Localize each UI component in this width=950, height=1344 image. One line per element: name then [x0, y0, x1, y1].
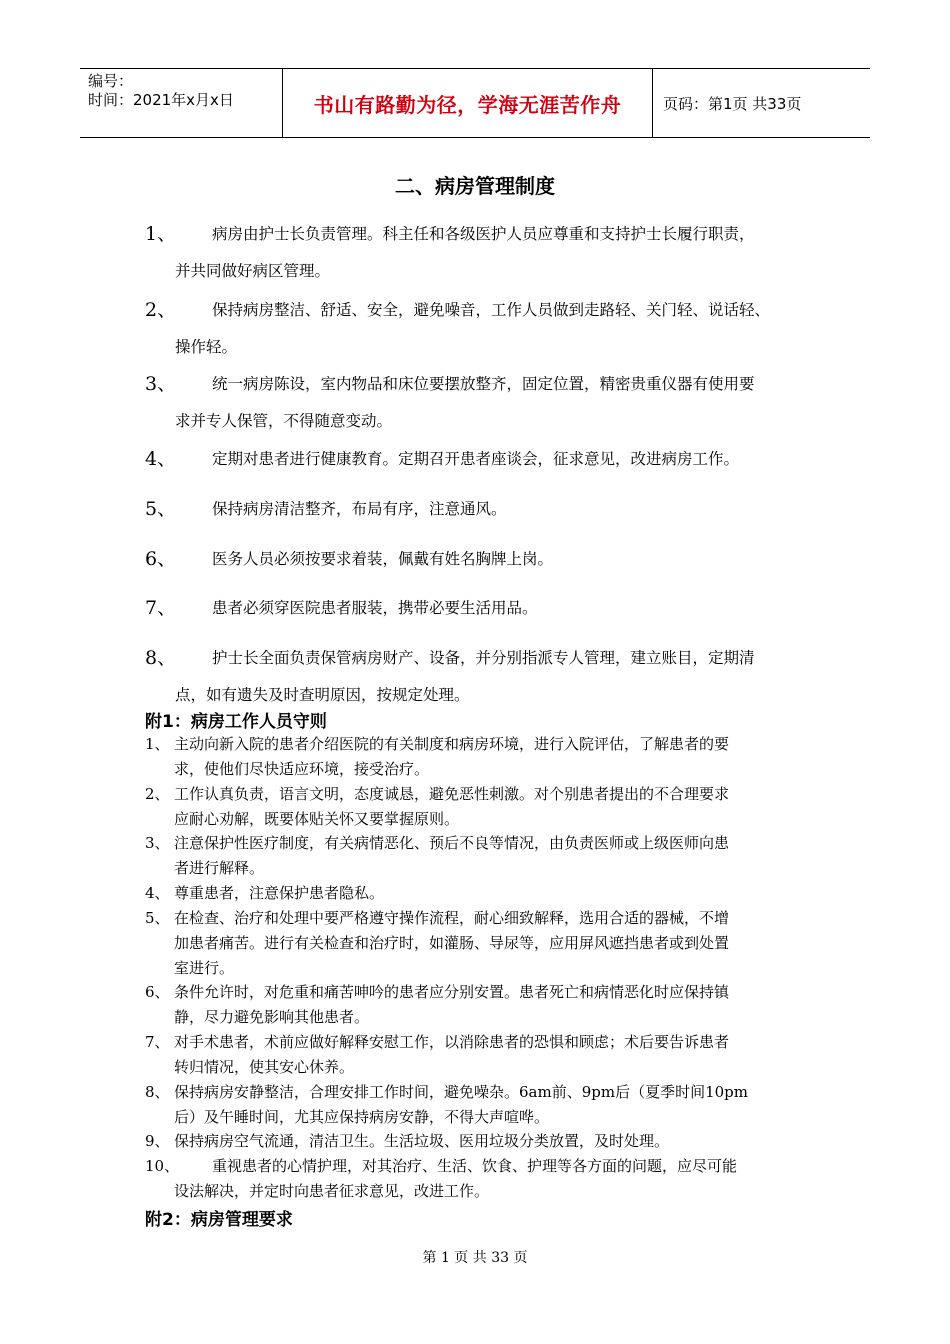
list-item [145, 1154, 825, 1204]
item-text: 对手术患者，术前应做好解释安慰工作，以消除患者的恐惧和顾虑；术后要告诉患者 [174, 1033, 730, 1051]
list-item [145, 1129, 825, 1154]
item-number: 6、 [145, 983, 170, 1001]
header-code: 编号： [88, 72, 134, 90]
item-text: 保持病房空气流通，清洁卫生。生活垃圾、医用垃圾分类放置，及时处理。 [174, 1132, 670, 1150]
rule-text-cont: 点，如有遗失及时查明原因，按规定处理。 [175, 686, 470, 704]
rule-item [145, 590, 825, 627]
rule-text-cont: 操作轻。 [175, 338, 238, 356]
page-footer: 第 1 页 共 33 页 [422, 1250, 528, 1266]
rule-number: 7、 [145, 597, 177, 619]
header-motto: 书山有路勤为径，学海无涯苦作舟 [282, 69, 653, 137]
list-item [145, 881, 825, 906]
rule-item [145, 441, 825, 478]
item-text-cont: 者进行解释。 [174, 859, 265, 877]
list-item [145, 906, 825, 981]
item-number: 10、 [145, 1157, 180, 1175]
rule-number: 6、 [145, 548, 177, 570]
item-text-cont: 后）及午睡时间，尤其应保持病房安静，不得大声喧哗。 [174, 1108, 550, 1126]
appendix-1-title: 附1：病房工作人员守则 [145, 712, 327, 732]
rule-text: 统一病房陈设，室内物品和床位要摆放整齐，固定位置，精密贵重仪器有使用要 [212, 375, 755, 393]
list-item [145, 732, 825, 782]
item-number: 7、 [145, 1033, 170, 1051]
item-text-cont: 加患者痛苦。进行有关检查和治疗时，如灌肠、导尿等，应用屏风遮挡患者或到处置 [174, 934, 730, 952]
item-number: 5、 [145, 909, 170, 927]
rule-text: 护士长全面负责保管病房财产、设备，并分别指派专人管理，建立账目，定期清 [212, 649, 755, 667]
rule-item [145, 541, 825, 578]
item-number: 2、 [145, 785, 170, 803]
rule-item [145, 640, 825, 714]
document-title: 二、病房管理制度 [395, 174, 555, 198]
rule-number: 2、 [145, 299, 177, 321]
rule-item [145, 216, 825, 290]
page-header [80, 68, 870, 138]
list-item [145, 1080, 825, 1130]
list-item [145, 1030, 825, 1080]
rule-text: 定期对患者进行健康教育。定期召开患者座谈会，征求意见，改进病房工作。 [212, 450, 740, 468]
item-text-cont: 室进行。 [174, 959, 235, 977]
rule-item [145, 366, 825, 440]
item-text: 工作认真负责，语言文明，态度诚恳，避免恶性刺激。对个别患者提出的不合理要求 [174, 785, 730, 803]
item-text: 在检查、治疗和处理中要严格遵守操作流程，耐心细致解释，选用合适的器械，不增 [174, 909, 730, 927]
item-text: 保持病房安静整洁，合理安排工作时间，避免噪杂。6am前、9pm后（夏季时间10pm [174, 1083, 748, 1101]
item-number: 4、 [145, 884, 170, 902]
list-item [145, 782, 825, 832]
rule-number: 4、 [145, 448, 177, 470]
item-number: 9、 [145, 1132, 170, 1150]
header-time: 时间：2021年x月x日 [88, 91, 234, 109]
item-text: 主动向新入院的患者介绍医院的有关制度和病房环境，进行入院评估，了解患者的要 [174, 735, 730, 753]
item-number: 3、 [145, 834, 170, 852]
item-text-cont: 转归情况，使其安心休养。 [174, 1058, 355, 1076]
item-text-cont: 静，尽力避免影响其他患者。 [174, 1008, 370, 1026]
item-text-cont: 设法解决，并定时向患者征求意见，改进工作。 [174, 1182, 490, 1200]
rule-text: 医务人员必须按要求着装，佩戴有姓名胸牌上岗。 [212, 550, 554, 568]
item-number: 1、 [145, 735, 170, 753]
item-text-cont: 求，使他们尽快适应环境，接受治疗。 [174, 760, 430, 778]
rule-number: 8、 [145, 647, 177, 669]
header-page-info: 页码：第1页 共33页 [663, 94, 802, 113]
item-text: 条件允许时，对危重和痛苦呻吟的患者应分别安置。患者死亡和病情恶化时应保持镇 [174, 983, 730, 1001]
rule-text: 病房由护士长负责管理。科主任和各级医护人员应尊重和支持护士长履行职责， [212, 225, 755, 243]
item-text: 尊重患者，注意保护患者隐私。 [174, 884, 385, 902]
appendix-2-title: 附2：病房管理要求 [145, 1210, 293, 1230]
list-item [145, 831, 825, 881]
rule-text-cont: 并共同做好病区管理。 [175, 262, 331, 280]
rule-text: 保持病房清洁整齐，布局有序，注意通风。 [212, 500, 507, 518]
rule-text: 保持病房整洁、舒适、安全，避免噪音，工作人员做到走路轻、关门轻、说话轻、 [212, 301, 771, 319]
item-text: 注意保护性医疗制度，有关病情恶化、预后不良等情况，由负责医师或上级医师向患 [174, 834, 730, 852]
rule-text: 患者必须穿医院患者服装，携带必要生活用品。 [212, 599, 538, 617]
rule-item [145, 292, 825, 366]
item-text-cont: 应耐心劝解，既要体贴关怀又要掌握原则。 [174, 810, 460, 828]
header-meta [80, 69, 282, 137]
rule-number: 3、 [145, 373, 177, 395]
item-number: 8、 [145, 1083, 170, 1101]
rule-item [145, 491, 825, 528]
rule-text-cont: 求并专人保管，不得随意变动。 [175, 412, 393, 430]
item-text: 重视患者的心情护理，对其治疗、生活、饮食、护理等各方面的问题，应尽可能 [212, 1157, 738, 1175]
rule-number: 5、 [145, 498, 177, 520]
rule-number: 1、 [145, 223, 177, 245]
list-item [145, 980, 825, 1030]
